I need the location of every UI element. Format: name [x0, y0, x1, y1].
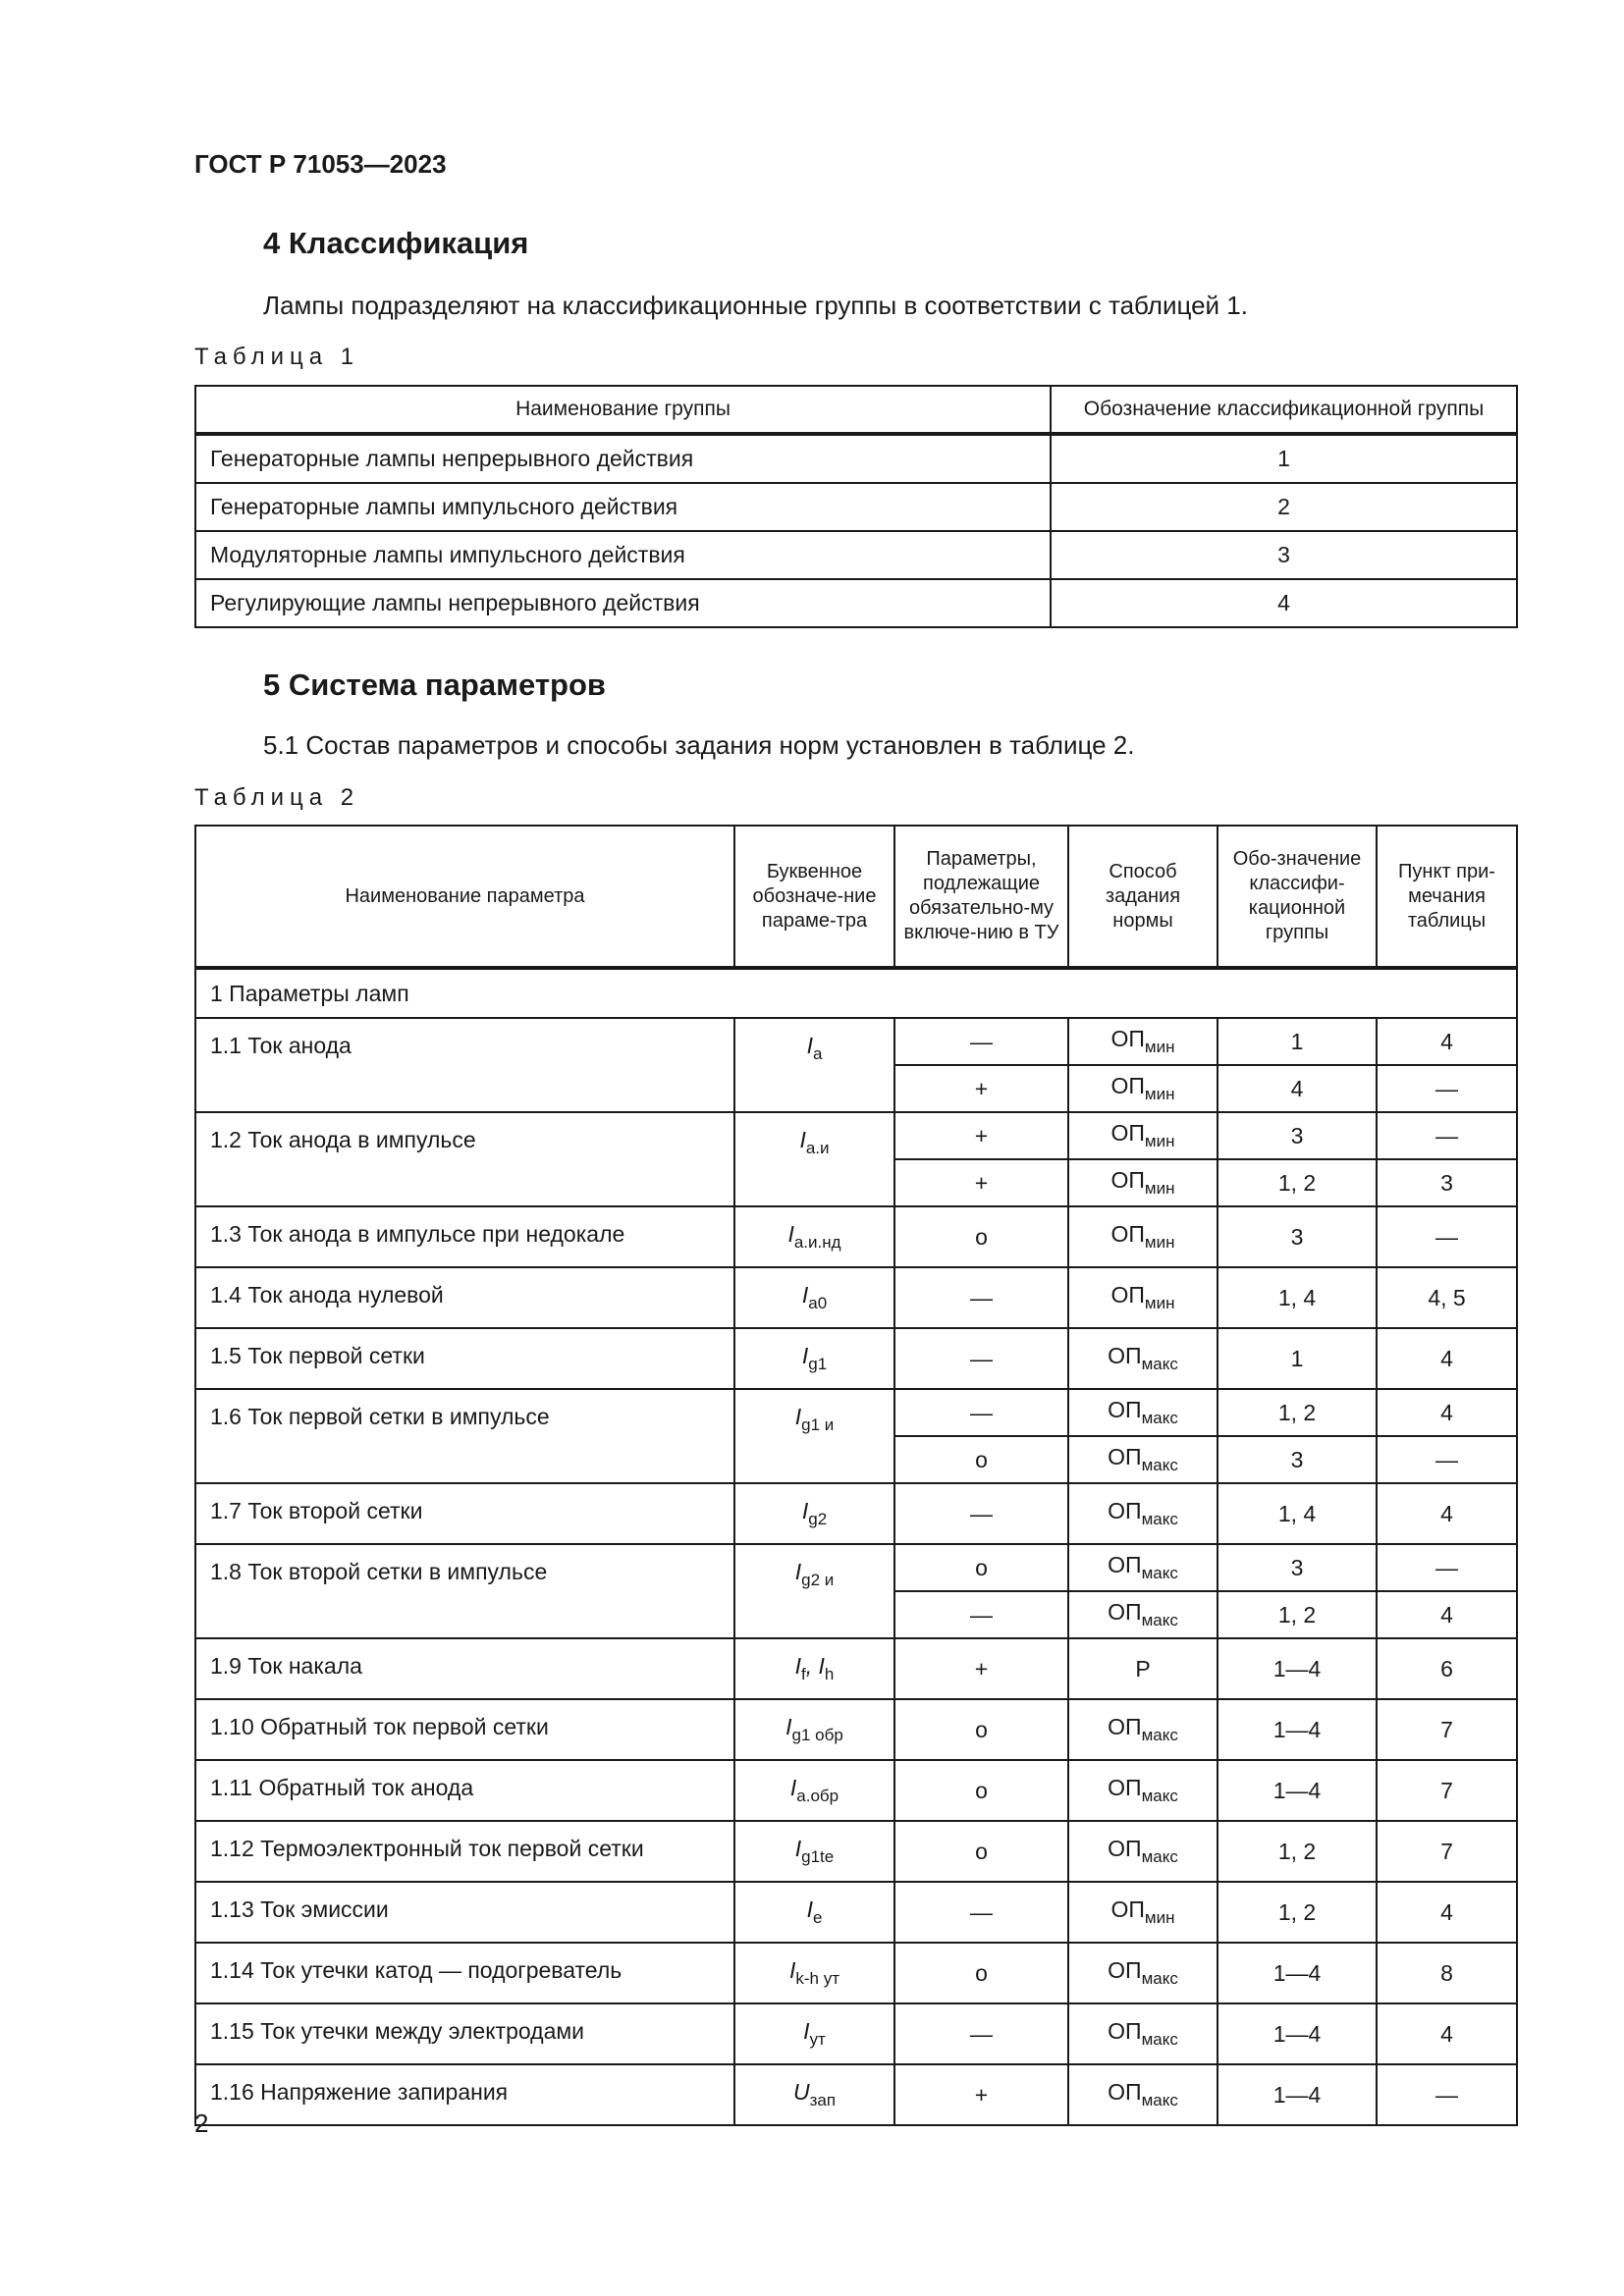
method-cell — [1068, 2003, 1218, 2064]
group-code-cell: 4 — [1051, 579, 1517, 627]
symbol-letter: I — [806, 1896, 813, 1922]
param-name-cell: 1.4 Ток анода нулевой — [195, 1267, 734, 1328]
required-cell: — — [894, 1483, 1068, 1544]
symbol-letter: I — [794, 1836, 802, 1861]
symbol-letter: I — [801, 1498, 809, 1523]
method-subscript: макс — [1141, 1355, 1178, 1373]
symbol-subscript: а.обр — [796, 1787, 839, 1805]
note-cell: 4 — [1377, 1882, 1517, 1943]
required-cell: — — [894, 1267, 1068, 1328]
note-cell: 3 — [1377, 1159, 1517, 1206]
required-cell: — — [894, 1389, 1068, 1436]
table-1-header-group-code: Обозначение классификационной группы — [1051, 386, 1517, 434]
symbol-subscript: а.и.нд — [793, 1233, 841, 1252]
method-label: ОП — [1108, 1836, 1142, 1861]
table-2-header-method: Способ задания нормы — [1068, 826, 1218, 968]
symbol-letter: I — [789, 1775, 797, 1800]
method-label: ОП — [1110, 1026, 1145, 1051]
table-row — [195, 2064, 1517, 2125]
required-cell: + — [894, 1638, 1068, 1699]
required-cell: о — [894, 1943, 1068, 2003]
table-section-row — [195, 968, 1517, 1018]
table-row — [195, 1328, 1517, 1389]
required-cell: о — [894, 1821, 1068, 1882]
table-row — [195, 531, 1517, 579]
table-row — [195, 1267, 1517, 1328]
table-row — [195, 483, 1517, 531]
param-symbol-cell — [734, 1943, 894, 2003]
group-name-cell: Генераторные лампы непрерывного действия — [195, 434, 1051, 483]
symbol-letter: I — [788, 1957, 796, 1983]
required-cell: + — [894, 2064, 1068, 2125]
required-cell: о — [894, 1436, 1068, 1483]
group-cell: 4 — [1218, 1065, 1377, 1112]
group-cell: 1, 4 — [1218, 1483, 1377, 1544]
method-label: ОП — [1110, 1221, 1145, 1247]
param-symbol-cell — [734, 1882, 894, 1943]
page-number: 2 — [194, 2109, 209, 2138]
param-symbol-cell — [734, 1638, 894, 1699]
table-row — [195, 1483, 1517, 1544]
table-row — [195, 1699, 1517, 1760]
method-label: ОП — [1108, 1775, 1142, 1800]
symbol-letter: I — [801, 1282, 809, 1308]
group-code-cell: 3 — [1051, 531, 1517, 579]
param-symbol-cell — [734, 1018, 894, 1112]
symbol-letter: I — [787, 1221, 794, 1247]
method-label: Р — [1135, 1655, 1151, 1682]
method-label: ОП — [1108, 1599, 1142, 1625]
param-symbol-cell — [734, 1389, 894, 1483]
method-label: ОП — [1110, 1073, 1145, 1098]
method-cell — [1068, 1483, 1218, 1544]
table-2-caption: Таблица 2 — [194, 784, 360, 811]
note-cell: — — [1377, 1436, 1517, 1483]
method-subscript: макс — [1141, 1409, 1178, 1427]
method-subscript: мин — [1144, 1233, 1175, 1252]
method-subscript: макс — [1141, 1969, 1178, 1988]
symbol-subscript: а0 — [808, 1294, 828, 1312]
param-name-cell: 1.11 Обратный ток анода — [195, 1760, 734, 1821]
method-cell — [1068, 1328, 1218, 1389]
required-cell: о — [894, 1206, 1068, 1267]
group-cell: 1 — [1218, 1328, 1377, 1389]
document-code: ГОСТ Р 71053—2023 — [194, 149, 447, 179]
method-subscript: макс — [1141, 1847, 1178, 1866]
method-subscript: мин — [1144, 1294, 1175, 1312]
note-cell: — — [1377, 1065, 1517, 1112]
table-1 — [194, 385, 1518, 628]
param-name-cell: 1.5 Ток первой сетки — [195, 1328, 734, 1389]
required-cell: — — [894, 2003, 1068, 2064]
group-cell: 1, 2 — [1218, 1159, 1377, 1206]
method-subscript: макс — [1141, 2091, 1178, 2109]
section-4-title: 4 Классификация — [263, 226, 529, 260]
note-cell: 7 — [1377, 1760, 1517, 1821]
symbol-subscript: g2 — [808, 1510, 828, 1528]
table-2-header-group: Обо-значение классифи-кационной группы — [1218, 826, 1377, 968]
table-row — [195, 1638, 1517, 1699]
method-label: ОП — [1110, 1896, 1145, 1922]
method-subscript: макс — [1141, 1611, 1178, 1629]
method-label: ОП — [1108, 2079, 1142, 2105]
method-subscript: макс — [1141, 1564, 1178, 1582]
method-cell — [1068, 1267, 1218, 1328]
method-cell — [1068, 1821, 1218, 1882]
method-label: ОП — [1108, 1552, 1142, 1577]
method-subscript: макс — [1141, 1726, 1178, 1744]
param-name-cell: 1.10 Обратный ток первой сетки — [195, 1699, 734, 1760]
group-cell: 1—4 — [1218, 2064, 1377, 2125]
param-name-cell: 1.3 Ток анода в импульсе при недокале — [195, 1206, 734, 1267]
required-cell: — — [894, 1328, 1068, 1389]
note-cell: 4, 5 — [1377, 1267, 1517, 1328]
required-cell: + — [894, 1159, 1068, 1206]
group-name-cell: Модуляторные лампы импульсного действия — [195, 531, 1051, 579]
table-2-header-name: Наименование параметра — [195, 826, 734, 968]
method-subscript: мин — [1144, 1179, 1175, 1198]
param-name-cell: 1.14 Ток утечки катод — подогреватель — [195, 1943, 734, 2003]
method-cell — [1068, 1943, 1218, 2003]
symbol-subscript: g2 и — [801, 1571, 835, 1589]
param-symbol-cell — [734, 1112, 894, 1206]
param-name-cell: 1.15 Ток утечки между электродами — [195, 2003, 734, 2064]
param-name-cell: 1.2 Ток анода в импульсе — [195, 1112, 734, 1206]
method-label: ОП — [1110, 1167, 1145, 1193]
method-cell — [1068, 1065, 1218, 1112]
note-cell: — — [1377, 2064, 1517, 2125]
table-2-header-symbol: Буквенное обозначе-ние параме-тра — [734, 826, 894, 968]
group-cell: 1 — [1218, 1018, 1377, 1065]
symbol-subscript: а.и — [805, 1139, 830, 1157]
symbol-letter: I — [794, 1404, 802, 1429]
table-row — [195, 1544, 1517, 1591]
required-cell: — — [894, 1882, 1068, 1943]
method-cell — [1068, 1389, 1218, 1436]
section-4-text: Лампы подразделяют на классификационные группы в соответствии с таблицей 1. — [263, 291, 1248, 320]
group-cell: 1, 2 — [1218, 1821, 1377, 1882]
table-row — [195, 2003, 1517, 2064]
method-cell — [1068, 1436, 1218, 1483]
group-cell: 1—4 — [1218, 1699, 1377, 1760]
group-cell: 1—4 — [1218, 1638, 1377, 1699]
method-label: ОП — [1108, 1957, 1142, 1983]
param-symbol-cell — [734, 1328, 894, 1389]
param-name-cell: 1.9 Ток накала — [195, 1638, 734, 1699]
required-cell: + — [894, 1112, 1068, 1159]
table-row — [195, 434, 1517, 483]
param-symbol-cell — [734, 1821, 894, 1882]
table-row — [195, 1389, 1517, 1436]
symbol-subscript: g1 и — [801, 1415, 835, 1434]
method-cell — [1068, 1159, 1218, 1206]
group-cell: 3 — [1218, 1436, 1377, 1483]
method-cell — [1068, 1544, 1218, 1591]
symbol-letter: I — [794, 1559, 802, 1584]
required-cell: о — [894, 1760, 1068, 1821]
symbol-subscript: g1 — [808, 1355, 828, 1373]
note-cell: 4 — [1377, 1018, 1517, 1065]
group-cell: 1, 2 — [1218, 1389, 1377, 1436]
note-cell: — — [1377, 1544, 1517, 1591]
param-symbol-cell — [734, 2064, 894, 2125]
symbol-subscript: e — [812, 1908, 823, 1927]
group-cell: 3 — [1218, 1544, 1377, 1591]
method-subscript: макс — [1141, 1787, 1178, 1805]
param-symbol-cell — [734, 1267, 894, 1328]
method-label: ОП — [1110, 1282, 1145, 1308]
param-name-cell: 1.12 Термоэлектронный ток первой сетки — [195, 1821, 734, 1882]
symbol-letter: I — [794, 1653, 801, 1679]
symbol-letter: I — [806, 1033, 813, 1058]
required-cell: о — [894, 1544, 1068, 1591]
method-subscript: макс — [1141, 2030, 1178, 2049]
param-name-cell: 1.6 Ток первой сетки в импульсе — [195, 1389, 734, 1483]
note-cell: — — [1377, 1206, 1517, 1267]
method-subscript: макс — [1141, 1456, 1178, 1474]
section-label: 1 Параметры ламп — [195, 968, 1517, 1018]
note-cell: 7 — [1377, 1821, 1517, 1882]
required-cell: + — [894, 1065, 1068, 1112]
method-label: ОП — [1108, 1714, 1142, 1739]
method-cell — [1068, 1699, 1218, 1760]
method-cell — [1068, 1760, 1218, 1821]
symbol-letter: I — [803, 2018, 810, 2044]
symbol-subscript: a — [812, 1044, 823, 1063]
table-row — [195, 579, 1517, 627]
group-name-cell: Регулирующие лампы непрерывного действия — [195, 579, 1051, 627]
table-2-header-note: Пункт при-мечания таблицы — [1377, 826, 1517, 968]
method-cell — [1068, 1591, 1218, 1638]
method-cell — [1068, 1112, 1218, 1159]
method-label: ОП — [1108, 1397, 1142, 1422]
param-name-cell: 1.13 Ток эмиссии — [195, 1882, 734, 1943]
table-row — [195, 1821, 1517, 1882]
method-label: ОП — [1108, 2018, 1142, 2044]
table-1-caption: Таблица 1 — [194, 344, 360, 370]
symbol-subscript: ут — [809, 2030, 826, 2049]
table-row — [195, 1882, 1517, 1943]
param-symbol-cell — [734, 1760, 894, 1821]
table-row — [195, 1018, 1517, 1065]
group-cell: 1, 4 — [1218, 1267, 1377, 1328]
method-subscript: мин — [1144, 1085, 1175, 1103]
method-subscript: мин — [1144, 1038, 1175, 1056]
symbol-subscript: g1te — [801, 1847, 835, 1866]
param-symbol-cell — [734, 1544, 894, 1638]
note-cell: 6 — [1377, 1638, 1517, 1699]
param-symbol-cell — [734, 1483, 894, 1544]
required-cell: о — [894, 1699, 1068, 1760]
param-name-cell: 1.8 Ток второй сетки в импульсе — [195, 1544, 734, 1638]
method-cell — [1068, 1018, 1218, 1065]
method-cell — [1068, 1882, 1218, 1943]
group-cell: 1, 2 — [1218, 1882, 1377, 1943]
param-symbol-cell — [734, 2003, 894, 2064]
param-name-cell: 1.1 Ток анода — [195, 1018, 734, 1112]
param-symbol-cell — [734, 1206, 894, 1267]
section-5-title: 5 Система параметров — [263, 667, 606, 702]
table-2 — [194, 825, 1518, 2126]
group-cell: 1—4 — [1218, 2003, 1377, 2064]
param-name-cell: 1.16 Напряжение запирания — [195, 2064, 734, 2125]
symbol-subscript: g1 обр — [791, 1726, 843, 1744]
symbol-subscript: k-h ут — [795, 1969, 839, 1988]
group-cell: 3 — [1218, 1112, 1377, 1159]
note-cell: 4 — [1377, 2003, 1517, 2064]
method-cell — [1068, 1206, 1218, 1267]
note-cell: 4 — [1377, 1483, 1517, 1544]
group-cell: 1, 2 — [1218, 1591, 1377, 1638]
param-name-cell: 1.7 Ток второй сетки — [195, 1483, 734, 1544]
table-row — [195, 1112, 1517, 1159]
group-code-cell: 1 — [1051, 434, 1517, 483]
method-label: ОП — [1108, 1498, 1142, 1523]
table-row — [195, 1760, 1517, 1821]
note-cell: 8 — [1377, 1943, 1517, 2003]
symbol-letter: I — [785, 1714, 792, 1739]
method-label: ОП — [1108, 1343, 1142, 1368]
group-code-cell: 2 — [1051, 483, 1517, 531]
method-subscript: мин — [1144, 1908, 1175, 1927]
symbol-subscript: зап — [809, 2091, 837, 2109]
required-cell: — — [894, 1591, 1068, 1638]
symbol-letter: U — [792, 2079, 810, 2105]
table-row — [195, 1943, 1517, 2003]
note-cell: 4 — [1377, 1328, 1517, 1389]
method-subscript: мин — [1144, 1132, 1175, 1150]
note-cell: — — [1377, 1112, 1517, 1159]
symbol-subscript: f — [801, 1665, 806, 1683]
symbol-letter: , I — [805, 1653, 825, 1679]
required-cell: — — [894, 1018, 1068, 1065]
table-1-header-group-name: Наименование группы — [195, 386, 1051, 434]
table-row — [195, 1206, 1517, 1267]
group-cell: 1—4 — [1218, 1943, 1377, 2003]
method-cell — [1068, 2064, 1218, 2125]
method-subscript: макс — [1141, 1510, 1178, 1528]
symbol-letter: I — [801, 1343, 809, 1368]
table-2-header-required: Параметры, подлежащие обязательно-му включе-нию в ТУ — [894, 826, 1068, 968]
method-cell — [1068, 1638, 1218, 1699]
method-label: ОП — [1108, 1444, 1142, 1469]
symbol-subscript: h — [824, 1665, 835, 1683]
group-cell: 3 — [1218, 1206, 1377, 1267]
method-label: ОП — [1110, 1120, 1145, 1146]
group-name-cell: Генераторные лампы импульсного действия — [195, 483, 1051, 531]
note-cell: 4 — [1377, 1389, 1517, 1436]
group-cell: 1—4 — [1218, 1760, 1377, 1821]
note-cell: 4 — [1377, 1591, 1517, 1638]
note-cell: 7 — [1377, 1699, 1517, 1760]
param-symbol-cell — [734, 1699, 894, 1760]
symbol-letter: I — [799, 1127, 806, 1152]
section-5-text: 5.1 Состав параметров и способы задания норм установлен в таблице 2. — [263, 730, 1135, 760]
